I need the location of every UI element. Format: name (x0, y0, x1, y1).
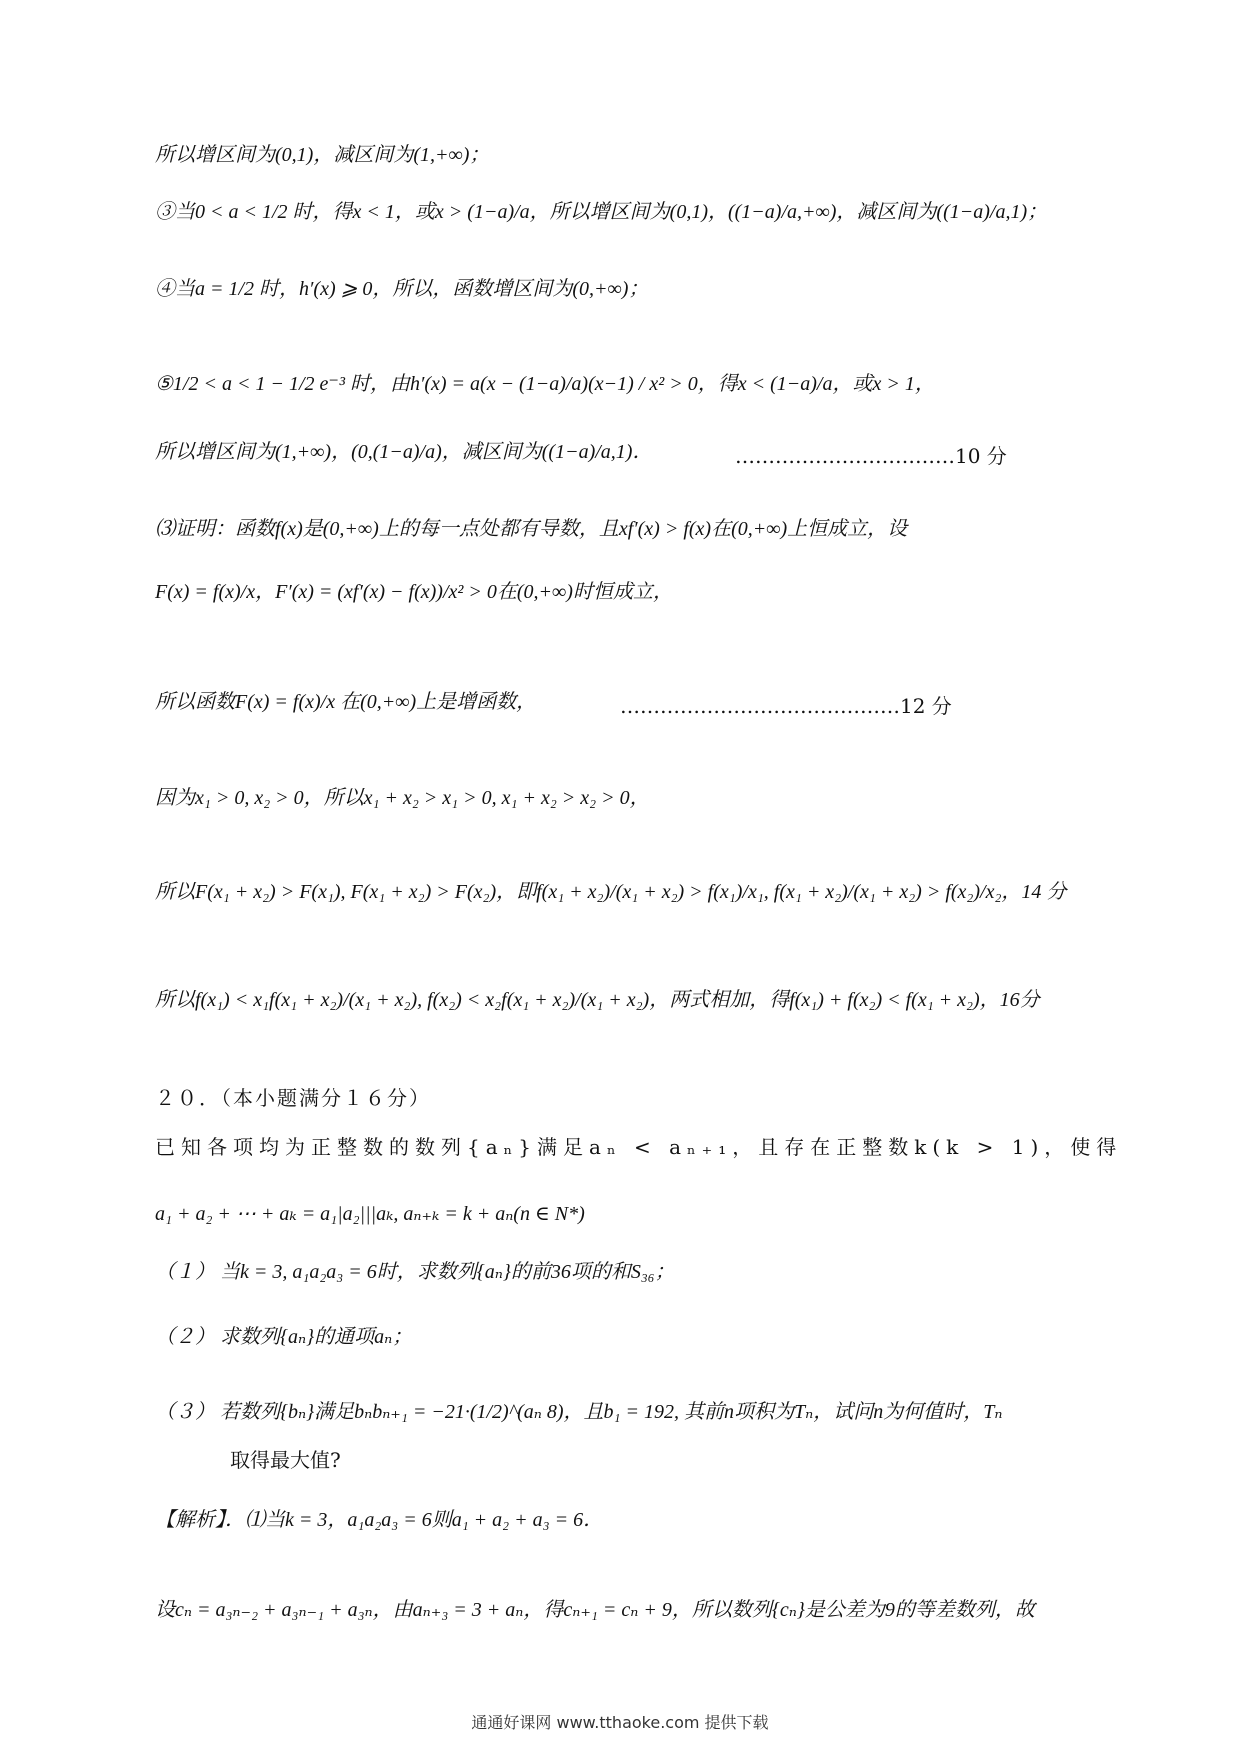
solution-line-5: 所以增区间为(1,+∞)，(0,(1−a)/a)，减区间为((1−a)/a,1)． (155, 441, 653, 463)
proof-line-4: 因为x₁ > 0, x₂ > 0，所以x₁ + x₂ > x₁ > 0, x₁ + x₂ > x₂ > 0， (155, 787, 650, 809)
problem-20-part2: （２） 求数列{aₙ}的通项aₙ； (155, 1326, 413, 1348)
score-12: ……………………………………12 分 (620, 694, 952, 718)
analysis-line-2: 设cₙ = a₃ₙ₋₂ + a₃ₙ₋₁ + a₃ₙ，由aₙ₊₃ = 3 + aₙ，得cₙ₊₁ = cₙ + 9，所以数列{cₙ}是公差为9的等差数列，故 (155, 1599, 1035, 1621)
proof-line-5: 所以F(x₁ + x₂) > F(x₁), F(x₁ + x₂) > F(x₂)，即f(x₁ + x₂)/(x₁ + x₂) > f(x₁)/x₁, f(x₁ + x₂)/(x₁ + x₂) > f(x₂)/x₂，14 分 (155, 881, 1067, 903)
analysis-line-1: 【解析】．⑴当k = 3，a₁a₂a₃ = 6则a₁ + a₂ + a₃ = 6． (155, 1509, 604, 1531)
problem-20-part3: （３） 若数列{bₙ}满足bₙbₙ₊₁ = −21·(1/2)^(aₙ 8)，且b₁ = 192, 其前n项积为Tₙ，试问n为何值时，Tₙ (155, 1401, 1003, 1423)
problem-20-part1: （１） 当k = 3, a₁a₂a₃ = 6时，求数列{aₙ}的前36项的和S₃₆； (155, 1261, 675, 1283)
problem-20-part3-cont: 取得最大值? (230, 1448, 341, 1472)
solution-line-3: ④当a = 1/2 时，h′(x) ⩾ 0，所以，函数增区间为(0,+∞)； (155, 278, 649, 300)
solution-line-2: ③当0 < a < 1/2 时，得x < 1，或x > (1−a)/a，所以增区间为(0,1)，((1−a)/a,+∞)，减区间为((1−a)/a,1)； (155, 201, 1048, 223)
solution-line-4: ⑤1/2 < a < 1 − 1/2 e⁻³ 时，由h′(x) = a(x − (1−a)/a)(x−1) / x² > 0，得x < (1−a)/a，或x > 1， (155, 373, 935, 395)
proof-line-1: ⑶证明：函数f(x)是(0,+∞)上的每一点处都有导数，且xf′(x) > f(x)在(0,+∞)上恒成立，设 (155, 518, 908, 540)
problem-20-statement: 已知各项均为正整数的数列{aₙ}满足aₙ < aₙ₊₁，且存在正整数k(k > 1)，使得 (155, 1135, 1123, 1159)
proof-line-3: 所以函数F(x) = f(x)/x 在(0,+∞)上是增函数， (155, 691, 537, 713)
problem-20-header: ２０．（本小题满分１６分） (155, 1086, 431, 1110)
page-footer: 通通好课网 www.tthaoke.com 提供下载 (471, 1713, 769, 1732)
proof-line-6: 所以f(x₁) < x₁f(x₁ + x₂)/(x₁ + x₂), f(x₂) < x₂f(x₁ + x₂)/(x₁ + x₂)，两式相加，得f(x₁) + f(x₂) < f(x₁ + x₂)，16分 (155, 989, 1040, 1011)
solution-line-1: 所以增区间为(0,1)，减区间为(1,+∞)； (155, 144, 490, 166)
problem-20-condition: a₁ + a₂ + ⋯ + aₖ = a₁|a₂|||aₖ, aₙ₊ₖ = k + aₙ(n ∈ N*) (155, 1203, 585, 1225)
proof-line-2: F(x) = f(x)/x，F′(x) = (xf′(x) − f(x))/x² > 0在(0,+∞)时恒成立， (155, 581, 673, 603)
score-10: ……………………………10 分 (735, 444, 1007, 468)
